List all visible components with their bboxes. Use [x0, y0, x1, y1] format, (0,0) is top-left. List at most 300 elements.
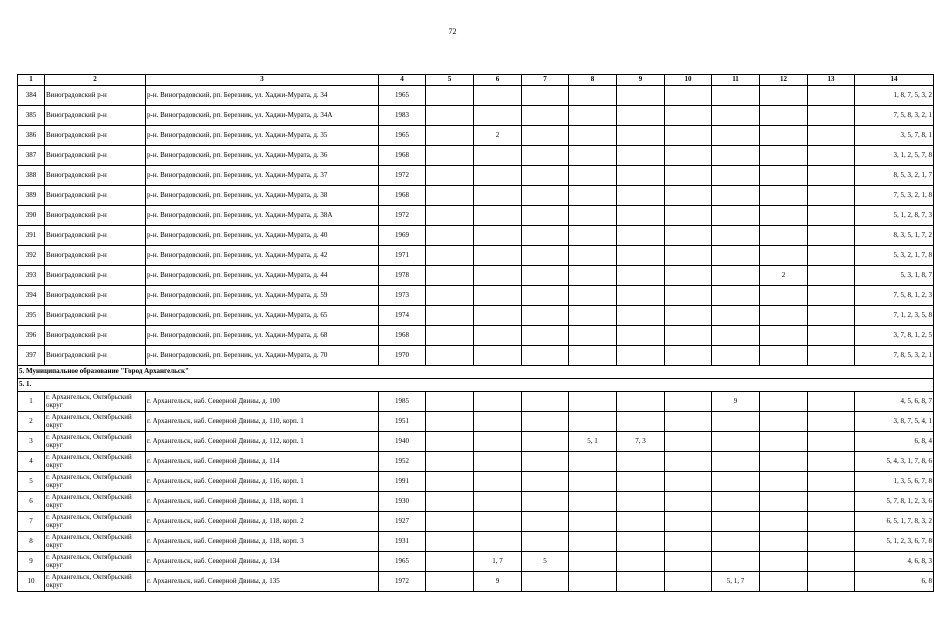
col-9-cell	[617, 246, 665, 266]
col-5-cell	[426, 432, 474, 452]
col-11-cell	[712, 326, 760, 346]
col-5-cell	[426, 392, 474, 412]
year-cell: 1927	[379, 512, 426, 532]
col-5-cell	[426, 326, 474, 346]
col-9-cell	[617, 226, 665, 246]
col-10-cell	[665, 186, 712, 206]
col-13-cell	[808, 512, 855, 532]
col-12-cell	[760, 286, 808, 306]
section-heading: 5. Муниципальное образование "Город Архангельск"	[18, 366, 934, 379]
col-7-cell	[522, 106, 569, 126]
col-10-cell	[665, 106, 712, 126]
col-9-cell	[617, 86, 665, 106]
col-10-cell	[665, 286, 712, 306]
year-cell: 1968	[379, 146, 426, 166]
col-8-cell	[569, 472, 617, 492]
address-cell: р-н. Виноградовский, рп. Березник, ул. Хаджи-Мурата, д. 36	[146, 146, 379, 166]
col-5-cell	[426, 552, 474, 572]
address-cell: р-н. Виноградовский, рп. Березник, ул. Хаджи-Мурата, д. 38	[146, 186, 379, 206]
year-cell: 1968	[379, 326, 426, 346]
district-cell: г. Архангельск, Октябрьский округ	[45, 432, 146, 452]
sequence-cell: 7, 5, 3, 2, 1, 8	[855, 186, 934, 206]
col-8-cell	[569, 512, 617, 532]
col-8-cell	[569, 246, 617, 266]
row-number-cell: 7	[18, 512, 45, 532]
col-7-cell	[522, 306, 569, 326]
col-10-cell	[665, 126, 712, 146]
table-row	[18, 432, 934, 452]
col-12-cell	[760, 572, 808, 592]
row-number-cell: 388	[18, 166, 45, 186]
col-10-cell	[665, 452, 712, 472]
address-cell: г. Архангельск, наб. Северной Двины, д. 116, корп. 1	[146, 472, 379, 492]
col-5-cell	[426, 146, 474, 166]
address-cell: р-н. Виноградовский, рп. Березник, ул. Хаджи-Мурата, д. 40	[146, 226, 379, 246]
col-11-cell	[712, 106, 760, 126]
col-7-cell	[522, 146, 569, 166]
col-6-cell	[474, 532, 522, 552]
col-9-cell	[617, 126, 665, 146]
row-number-cell: 384	[18, 86, 45, 106]
col-10-cell	[665, 552, 712, 572]
col-5-cell	[426, 226, 474, 246]
col-13-cell	[808, 226, 855, 246]
col-12-cell	[760, 206, 808, 226]
col-5-cell	[426, 266, 474, 286]
sequence-cell: 7, 5, 8, 3, 2, 1	[855, 106, 934, 126]
col-7-cell	[522, 266, 569, 286]
year-cell: 1973	[379, 286, 426, 306]
col-5-cell	[426, 246, 474, 266]
col-8-cell	[569, 306, 617, 326]
col-12-cell: 2	[760, 266, 808, 286]
col-12-cell	[760, 246, 808, 266]
table-row	[18, 412, 934, 432]
district-cell: Виноградовский р-н	[45, 326, 146, 346]
col-10-cell	[665, 432, 712, 452]
district-cell: Виноградовский р-н	[45, 306, 146, 326]
year-cell: 1931	[379, 532, 426, 552]
col-5-cell	[426, 106, 474, 126]
col-8-cell	[569, 146, 617, 166]
table-row	[18, 106, 934, 126]
col-6-cell	[474, 472, 522, 492]
row-number-cell: 1	[18, 392, 45, 412]
row-number-cell: 393	[18, 266, 45, 286]
col-7-cell	[522, 126, 569, 146]
col-7-cell	[522, 246, 569, 266]
col-10-cell	[665, 86, 712, 106]
table-row	[18, 166, 934, 186]
column-header: 1	[18, 75, 45, 86]
col-7-cell	[522, 432, 569, 452]
col-13-cell	[808, 346, 855, 366]
year-cell: 1972	[379, 206, 426, 226]
row-number-cell: 392	[18, 246, 45, 266]
col-13-cell	[808, 452, 855, 472]
table-row	[18, 246, 934, 266]
col-13-cell	[808, 472, 855, 492]
col-6-cell	[474, 452, 522, 472]
sequence-cell: 6, 8, 4	[855, 432, 934, 452]
sequence-cell: 5, 4, 3, 1, 7, 8, 6	[855, 452, 934, 472]
col-5-cell	[426, 166, 474, 186]
subsection-heading: 5. 1.	[18, 379, 934, 392]
col-5-cell	[426, 86, 474, 106]
row-number-cell: 385	[18, 106, 45, 126]
table-row	[18, 146, 934, 166]
col-6-cell	[474, 432, 522, 452]
col-8-cell	[569, 186, 617, 206]
col-6-cell	[474, 246, 522, 266]
table-row	[18, 86, 934, 106]
col-8-cell	[569, 166, 617, 186]
col-9-cell	[617, 166, 665, 186]
col-10-cell	[665, 572, 712, 592]
year-cell: 1965	[379, 126, 426, 146]
column-header: 12	[760, 75, 808, 86]
col-9-cell	[617, 306, 665, 326]
col-13-cell	[808, 126, 855, 146]
col-8-cell	[569, 552, 617, 572]
col-12-cell	[760, 412, 808, 432]
district-cell: Виноградовский р-н	[45, 286, 146, 306]
col-7-cell	[522, 186, 569, 206]
col-6-cell	[474, 346, 522, 366]
col-11-cell	[712, 472, 760, 492]
column-header: 5	[426, 75, 474, 86]
table-row	[18, 492, 934, 512]
row-number-cell: 396	[18, 326, 45, 346]
col-8-cell	[569, 452, 617, 472]
district-cell: г. Архангельск, Октябрьский округ	[45, 392, 146, 412]
district-cell: Виноградовский р-н	[45, 266, 146, 286]
col-7-cell	[522, 512, 569, 532]
col-10-cell	[665, 306, 712, 326]
district-cell: г. Архангельск, Октябрьский округ	[45, 532, 146, 552]
col-9-cell	[617, 106, 665, 126]
col-11-cell	[712, 246, 760, 266]
district-cell: Виноградовский р-н	[45, 146, 146, 166]
col-6-cell	[474, 326, 522, 346]
sequence-cell: 7, 1, 2, 3, 5, 8	[855, 306, 934, 326]
col-13-cell	[808, 412, 855, 432]
col-11-cell	[712, 146, 760, 166]
col-9-cell	[617, 206, 665, 226]
district-cell: Виноградовский р-н	[45, 106, 146, 126]
col-11-cell	[712, 226, 760, 246]
col-8-cell	[569, 206, 617, 226]
table-row	[18, 452, 934, 472]
district-cell: Виноградовский р-н	[45, 346, 146, 366]
col-13-cell	[808, 552, 855, 572]
col-6-cell: 9	[474, 572, 522, 592]
col-11-cell	[712, 86, 760, 106]
header-row	[18, 75, 934, 86]
address-cell: г. Архангельск, наб. Северной Двины, д. 118, корп. 1	[146, 492, 379, 512]
address-cell: г. Архангельск, наб. Северной Двины, д. 112, корп. 1	[146, 432, 379, 452]
year-cell: 1985	[379, 392, 426, 412]
row-number-cell: 4	[18, 452, 45, 472]
district-cell: Виноградовский р-н	[45, 246, 146, 266]
column-header: 10	[665, 75, 712, 86]
col-8-cell	[569, 392, 617, 412]
table-row	[18, 552, 934, 572]
column-header: 3	[146, 75, 379, 86]
col-13-cell	[808, 146, 855, 166]
col-12-cell	[760, 126, 808, 146]
col-5-cell	[426, 186, 474, 206]
table-row	[18, 186, 934, 206]
year-cell: 1971	[379, 246, 426, 266]
row-number-cell: 391	[18, 226, 45, 246]
col-6-cell	[474, 392, 522, 412]
table-row	[18, 532, 934, 552]
year-cell: 1965	[379, 552, 426, 572]
year-cell: 1974	[379, 306, 426, 326]
table-row	[18, 326, 934, 346]
address-cell: р-н. Виноградовский, рп. Березник, ул. Хаджи-Мурата, д. 35	[146, 126, 379, 146]
col-13-cell	[808, 186, 855, 206]
column-header: 11	[712, 75, 760, 86]
col-10-cell	[665, 532, 712, 552]
col-6-cell	[474, 286, 522, 306]
address-cell: р-н. Виноградовский, рп. Березник, ул. Хаджи-Мурата, д. 34	[146, 86, 379, 106]
col-10-cell	[665, 412, 712, 432]
district-cell: г. Архангельск, Октябрьский округ	[45, 412, 146, 432]
row-number-cell: 8	[18, 532, 45, 552]
col-11-cell: 9	[712, 392, 760, 412]
col-13-cell	[808, 246, 855, 266]
col-12-cell	[760, 346, 808, 366]
year-cell: 1968	[379, 186, 426, 206]
year-cell: 1969	[379, 226, 426, 246]
col-12-cell	[760, 512, 808, 532]
col-11-cell: 5, 1, 7	[712, 572, 760, 592]
col-5-cell	[426, 126, 474, 146]
col-6-cell	[474, 412, 522, 432]
sequence-cell: 1, 3, 5, 6, 7, 8	[855, 472, 934, 492]
col-9-cell	[617, 512, 665, 532]
sequence-cell: 3, 1, 2, 5, 7, 8	[855, 146, 934, 166]
sequence-cell: 8, 5, 3, 2, 1, 7	[855, 166, 934, 186]
col-11-cell	[712, 492, 760, 512]
col-5-cell	[426, 346, 474, 366]
sequence-cell: 3, 8, 7, 5, 4, 1	[855, 412, 934, 432]
sequence-cell: 6, 5, 1, 7, 8, 3, 2	[855, 512, 934, 532]
col-9-cell	[617, 346, 665, 366]
col-12-cell	[760, 226, 808, 246]
year-cell: 1991	[379, 472, 426, 492]
col-13-cell	[808, 572, 855, 592]
col-6-cell	[474, 492, 522, 512]
row-number-cell: 389	[18, 186, 45, 206]
col-7-cell	[522, 412, 569, 432]
col-12-cell	[760, 326, 808, 346]
col-10-cell	[665, 226, 712, 246]
year-cell: 1983	[379, 106, 426, 126]
district-cell: г. Архангельск, Октябрьский округ	[45, 572, 146, 592]
col-11-cell	[712, 532, 760, 552]
column-header: 6	[474, 75, 522, 86]
district-cell: Виноградовский р-н	[45, 186, 146, 206]
col-8-cell	[569, 572, 617, 592]
col-6-cell	[474, 186, 522, 206]
col-5-cell	[426, 452, 474, 472]
table-body	[18, 86, 934, 592]
col-11-cell	[712, 512, 760, 532]
col-12-cell	[760, 306, 808, 326]
address-cell: г. Архангельск, наб. Северной Двины, д. 118, корп. 3	[146, 532, 379, 552]
col-7-cell	[522, 532, 569, 552]
col-7-cell	[522, 286, 569, 306]
col-11-cell	[712, 306, 760, 326]
year-cell: 1952	[379, 452, 426, 472]
col-7-cell	[522, 572, 569, 592]
col-5-cell	[426, 286, 474, 306]
row-number-cell: 395	[18, 306, 45, 326]
col-7-cell	[522, 166, 569, 186]
col-12-cell	[760, 146, 808, 166]
address-cell: р-н. Виноградовский, рп. Березник, ул. Хаджи-Мурата, д. 42	[146, 246, 379, 266]
col-6-cell	[474, 206, 522, 226]
year-cell: 1972	[379, 572, 426, 592]
col-13-cell	[808, 326, 855, 346]
row-number-cell: 386	[18, 126, 45, 146]
col-9-cell	[617, 472, 665, 492]
col-8-cell	[569, 492, 617, 512]
address-cell: г. Архангельск, наб. Северной Двины, д. 100	[146, 392, 379, 412]
col-5-cell	[426, 532, 474, 552]
col-8-cell	[569, 266, 617, 286]
col-12-cell	[760, 186, 808, 206]
address-cell: р-н. Виноградовский, рп. Березник, ул. Хаджи-Мурата, д. 44	[146, 266, 379, 286]
col-8-cell	[569, 286, 617, 306]
col-7-cell: 5	[522, 552, 569, 572]
col-12-cell	[760, 472, 808, 492]
address-cell: р-н. Виноградовский, рп. Березник, ул. Хаджи-Мурата, д. 34А	[146, 106, 379, 126]
district-cell: г. Архангельск, Октябрьский округ	[45, 492, 146, 512]
col-9-cell	[617, 146, 665, 166]
col-11-cell	[712, 186, 760, 206]
col-11-cell	[712, 346, 760, 366]
sequence-cell: 7, 5, 8, 1, 2, 3	[855, 286, 934, 306]
col-11-cell	[712, 286, 760, 306]
table-row	[18, 206, 934, 226]
col-11-cell	[712, 552, 760, 572]
year-cell: 1930	[379, 492, 426, 512]
sequence-cell: 4, 5, 6, 8, 7	[855, 392, 934, 412]
col-10-cell	[665, 166, 712, 186]
sequence-cell: 6, 8	[855, 572, 934, 592]
register-table	[17, 74, 934, 592]
col-6-cell	[474, 166, 522, 186]
col-9-cell	[617, 326, 665, 346]
col-12-cell	[760, 432, 808, 452]
col-13-cell	[808, 266, 855, 286]
row-number-cell: 387	[18, 146, 45, 166]
year-cell: 1978	[379, 266, 426, 286]
col-7-cell	[522, 86, 569, 106]
col-9-cell	[617, 492, 665, 512]
col-13-cell	[808, 206, 855, 226]
address-cell: г. Архангельск, наб. Северной Двины, д. 114	[146, 452, 379, 472]
col-13-cell	[808, 166, 855, 186]
col-8-cell	[569, 532, 617, 552]
column-header: 14	[855, 75, 934, 86]
subsection-heading-row	[18, 379, 934, 392]
district-cell: Виноградовский р-н	[45, 86, 146, 106]
col-11-cell	[712, 412, 760, 432]
row-number-cell: 10	[18, 572, 45, 592]
col-10-cell	[665, 266, 712, 286]
address-cell: г. Архангельск, наб. Северной Двины, д. 118, корп. 2	[146, 512, 379, 532]
col-7-cell	[522, 206, 569, 226]
address-cell: г. Архангельск, наб. Северной Двины, д. 135	[146, 572, 379, 592]
row-number-cell: 397	[18, 346, 45, 366]
sequence-cell: 5, 3, 1, 8, 7	[855, 266, 934, 286]
col-11-cell	[712, 206, 760, 226]
col-12-cell	[760, 166, 808, 186]
col-6-cell: 1, 7	[474, 552, 522, 572]
row-number-cell: 5	[18, 472, 45, 492]
col-13-cell	[808, 86, 855, 106]
col-6-cell	[474, 512, 522, 532]
district-cell: г. Архангельск, Октябрьский округ	[45, 512, 146, 532]
col-13-cell	[808, 492, 855, 512]
address-cell: г. Архангельск, наб. Северной Двины, д. 134	[146, 552, 379, 572]
district-cell: Виноградовский р-н	[45, 226, 146, 246]
col-8-cell	[569, 106, 617, 126]
col-9-cell	[617, 186, 665, 206]
col-12-cell	[760, 492, 808, 512]
col-6-cell	[474, 306, 522, 326]
row-number-cell: 6	[18, 492, 45, 512]
row-number-cell: 390	[18, 206, 45, 226]
year-cell: 1940	[379, 432, 426, 452]
col-10-cell	[665, 512, 712, 532]
col-13-cell	[808, 532, 855, 552]
col-6-cell	[474, 266, 522, 286]
col-13-cell	[808, 286, 855, 306]
sequence-cell: 7, 8, 5, 3, 2, 1	[855, 346, 934, 366]
sequence-cell: 5, 1, 2, 3, 6, 7, 8	[855, 532, 934, 552]
district-cell: Виноградовский р-н	[45, 126, 146, 146]
address-cell: р-н. Виноградовский, рп. Березник, ул. Хаджи-Мурата, д. 38А	[146, 206, 379, 226]
sequence-cell: 1, 8, 7, 5, 3, 2	[855, 86, 934, 106]
col-7-cell	[522, 346, 569, 366]
page-number: 72	[448, 27, 457, 36]
column-header: 2	[45, 75, 146, 86]
col-9-cell	[617, 266, 665, 286]
district-cell: Виноградовский р-н	[45, 166, 146, 186]
col-11-cell	[712, 452, 760, 472]
table-row	[18, 226, 934, 246]
year-cell: 1970	[379, 346, 426, 366]
table-row	[18, 512, 934, 532]
sequence-cell: 5, 3, 2, 1, 7, 8	[855, 246, 934, 266]
column-header: 8	[569, 75, 617, 86]
district-cell: Виноградовский р-н	[45, 206, 146, 226]
col-7-cell	[522, 392, 569, 412]
col-6-cell	[474, 146, 522, 166]
district-cell: г. Архангельск, Октябрьский округ	[45, 452, 146, 472]
col-9-cell	[617, 286, 665, 306]
col-7-cell	[522, 492, 569, 512]
district-cell: г. Архангельск, Октябрьский округ	[45, 472, 146, 492]
district-cell: г. Архангельск, Октябрьский округ	[45, 552, 146, 572]
col-5-cell	[426, 512, 474, 532]
